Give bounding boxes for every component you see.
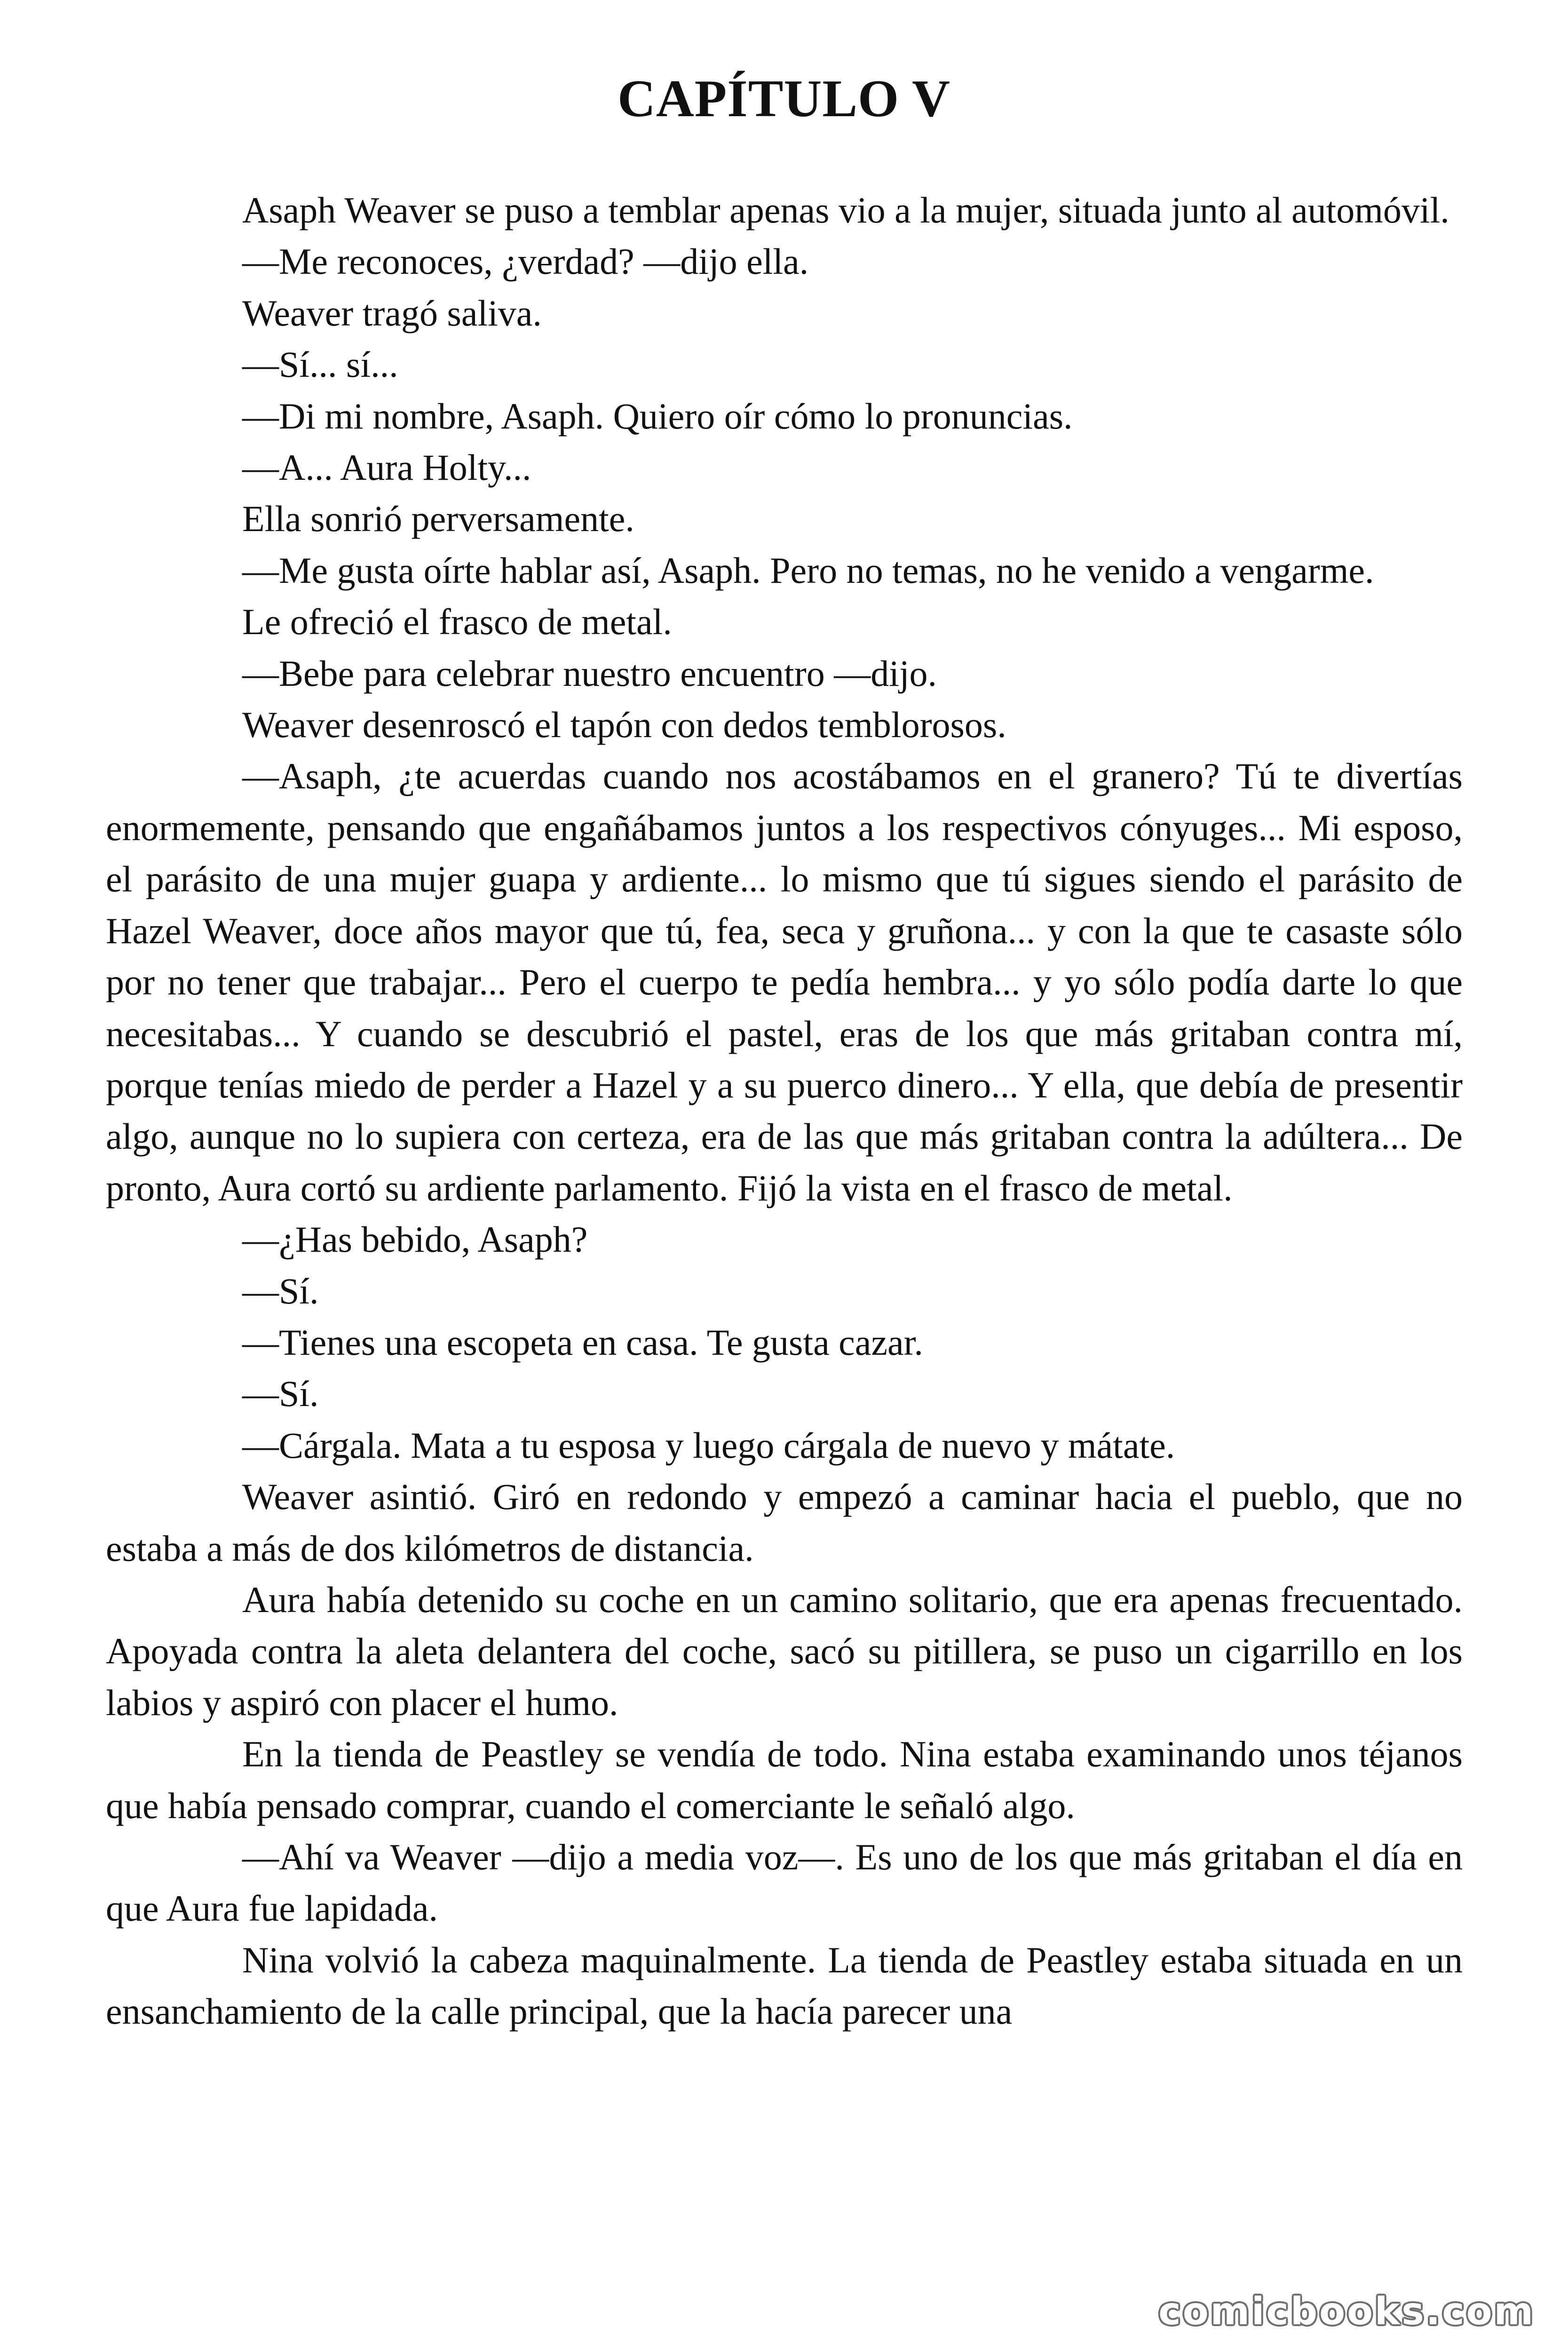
paragraph: —A... Aura Holty...: [242, 447, 531, 488]
paragraph: Aura había detenido su coche en un camino solitario, que era apenas frecuentado. Apoyada contra la aleta delantera del coche, sacó su pitillera, se puso un cigarrillo en los labios y aspiró con placer el humo.: [106, 1579, 1463, 1723]
paragraph: —¿Has bebido, Asaph?: [242, 1219, 588, 1260]
paragraph: Le ofreció el frasco de metal.: [242, 601, 672, 643]
paragraph: —Sí.: [242, 1373, 319, 1414]
paragraph: —Cárgala. Mata a tu esposa y luego cárgala de nuevo y mátate.: [242, 1424, 1175, 1466]
chapter-title: CAPÍTULO V: [617, 70, 951, 128]
paragraph: Weaver tragó saliva.: [242, 292, 542, 334]
paragraph: En la tienda de Peastley se vendía de todo. Nina estaba examinando unos téjanos que había pensado comprar, cuando el comerciante le señaló algo.: [106, 1733, 1463, 1826]
paragraph: Weaver asintió. Giró en redondo y empezó a caminar hacia el pueblo, que no estaba a más de dos kilómetros de distancia.: [106, 1476, 1463, 1569]
paragraph: —Di mi nombre, Asaph. Quiero oír cómo lo pronuncias.: [242, 395, 1073, 437]
chapter-body: [106, 184, 1463, 2037]
paragraph: Nina volvió la cabeza maquinalmente. La tienda de Peastley estaba situada en un ensanchamiento de la calle principal, que la hacía parecer una: [106, 1939, 1463, 2032]
paragraph: —Sí... sí...: [242, 344, 398, 385]
paragraph: —Asaph, ¿te acuerdas cuando nos acostábamos en el granero? Tú te divertías enormemente, pensando que engañábamos juntos a los respectivos cónyuges... Mi esposo, el parásito de una mujer guapa y ardiente... lo mismo que tú sigues siendo el parásito de Hazel Weaver, doce años mayor que tú, fea, seca y gruñona... y con la que te casaste sólo por no tener que trabajar... Pero el cuerpo te pedía hembra... y yo sólo podía darte lo que necesitabas... Y cuando se descubrió el pastel, eras de los que más gritaban contra mí, porque tenías miedo de perder a Hazel y a su puerco dinero... Y ella, que debía de presentir algo, aunque no lo supiera con certeza, era de las que más gritaban contra la adúltera... De pronto, Aura cortó su ardiente parlamento. Fijó la vista en el frasco de metal.: [106, 755, 1463, 1208]
paragraph: —Ahí va Weaver —dijo a media voz—. Es uno de los que más gritaban el día en que Aura fue lapidada.: [106, 1836, 1463, 1929]
paragraph: —Bebe para celebrar nuestro encuentro —dijo.: [242, 652, 937, 694]
paragraph: Weaver desenroscó el tapón con dedos temblorosos.: [242, 704, 1006, 746]
paragraph: —Me reconoces, ¿verdad? —dijo ella.: [242, 241, 809, 282]
paragraph: Ella sonrió perversamente.: [242, 498, 634, 540]
paragraph: —Tienes una escopeta en casa. Te gusta cazar.: [242, 1321, 923, 1363]
watermark: comicbooks.com: [1158, 2289, 1535, 2333]
paragraph: Asaph Weaver se puso a temblar apenas vio a la mujer, situada junto al automóvil.: [242, 190, 1449, 230]
paragraph: —Me gusta oírte hablar así, Asaph. Pero no temas, no he venido a vengarme.: [242, 549, 1374, 591]
paragraph: —Sí.: [242, 1270, 319, 1311]
